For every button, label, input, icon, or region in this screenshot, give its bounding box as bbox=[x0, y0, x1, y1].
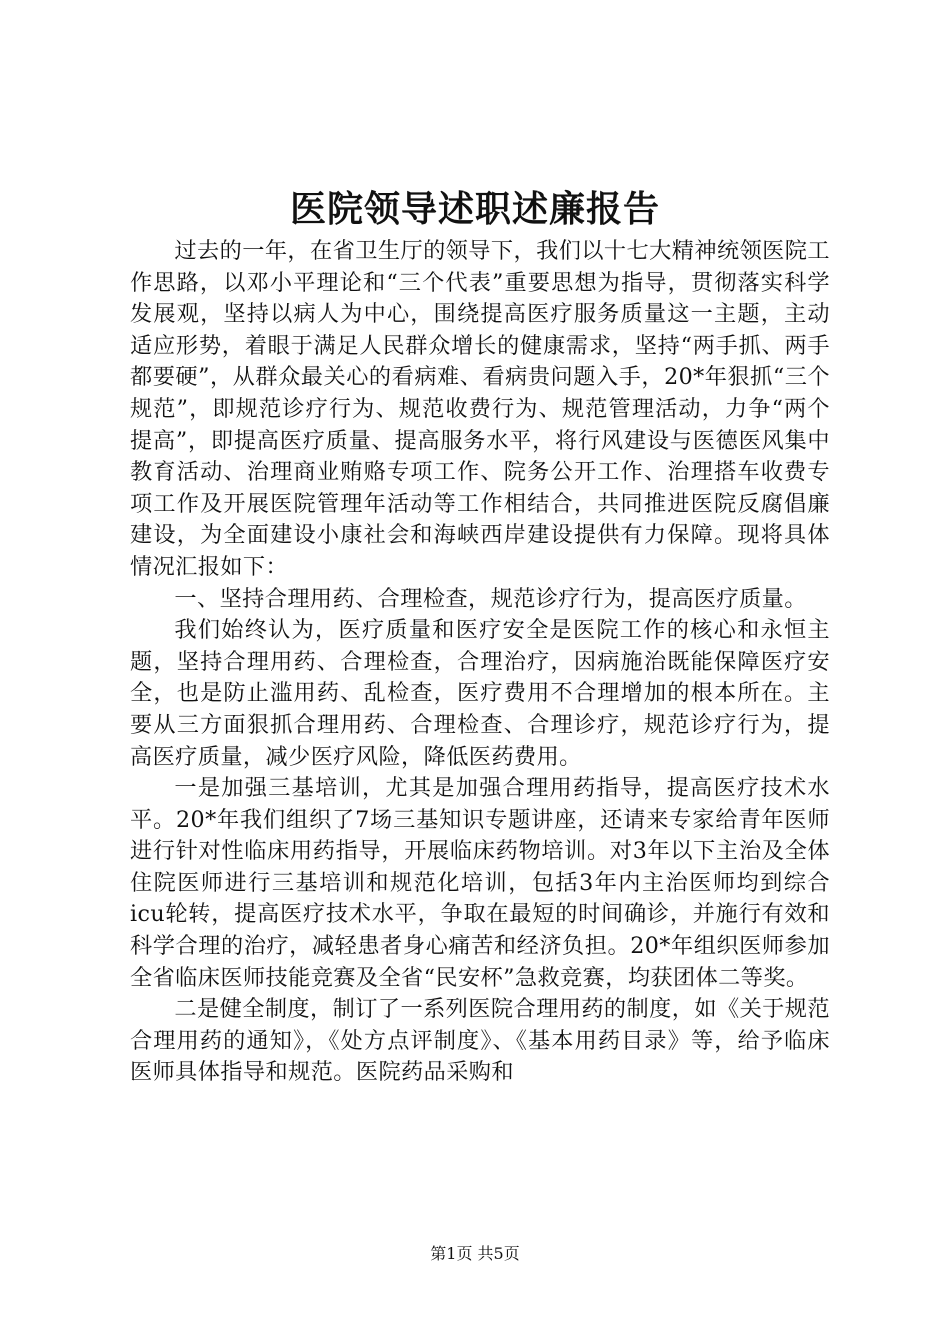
paragraph-intro: 过去的一年，在省卫生厅的领导下，我们以十七大精神统领医院工作思路，以邓小平理论和“三个代表”重要思想为指导，贯彻落实科学发展观，坚持以病人为中心，围绕提高医疗服务质量这一主题，主动适应形势，着眼于满足人民群众增长的健康需求，坚持“两手抓、两手都要硬”，从群众最关心的看病难、看病贵问题入手，20*年狠抓“三个规范”，即规范诊疗行为、规范收费行为、规范管理活动，力争“两个提高”，即提高医疗质量、提高服务水平，将行风建设与医德医风集中教育活动、治理商业贿赂专项工作、院务公开工作、治理搭车收费专项工作及开展医院管理年活动等工作相结合，共同推进医院反腐倡廉建设，为全面建设小康社会和海峡西岸建设提供有力保障。现将具体情况汇报如下： bbox=[130, 238, 830, 580]
paragraph-training: 一是加强三基培训，尤其是加强合理用药指导，提高医疗技术水平。20*年我们组织了7场三基知识专题讲座，还请来专家给青年医师进行针对性临床用药指导，开展临床药物培训。对3年以下主治及全体住院医师进行三基培训和规范化培训，包括3年内主治医师均到综合icu轮转，提高医疗技术水平，争取在最短的时间确诊，并施行有效和科学合理的治疗，减轻患者身心痛苦和经济负担。20*年组织医师参加全省临床医师技能竞赛及全省“民安杯”急救竞赛，均获团体二等奖。 bbox=[130, 775, 830, 991]
page-footer: 第1页 共5页 bbox=[430, 1244, 520, 1263]
document-title: 医院领导述职述廉报告 bbox=[289, 188, 660, 230]
document-body bbox=[130, 236, 830, 1089]
paragraph-quality: 我们始终认为，医疗质量和医疗安全是医院工作的核心和永恒主题，坚持合理用药、合理检查，合理治疗，因病施治既能保障医疗安全，也是防止滥用药、乱检查，医疗费用不合理增加的根本所在。主要从三方面狠抓合理用药、合理检查、合理诊疗，规范诊疗行为，提高医疗质量，减少医疗风险，降低医药费用。 bbox=[130, 617, 830, 770]
paragraph-regulations: 二是健全制度，制订了一系列医院合理用药的制度，如《关于规范合理用药的通知》，《处方点评制度》、《基本用药目录》等，给予临床医师具体指导和规范。医院药品采购和 bbox=[130, 996, 830, 1086]
paragraph-section-heading: 一、坚持合理用药、合理检查，规范诊疗行为，提高医疗质量。 bbox=[174, 585, 807, 612]
